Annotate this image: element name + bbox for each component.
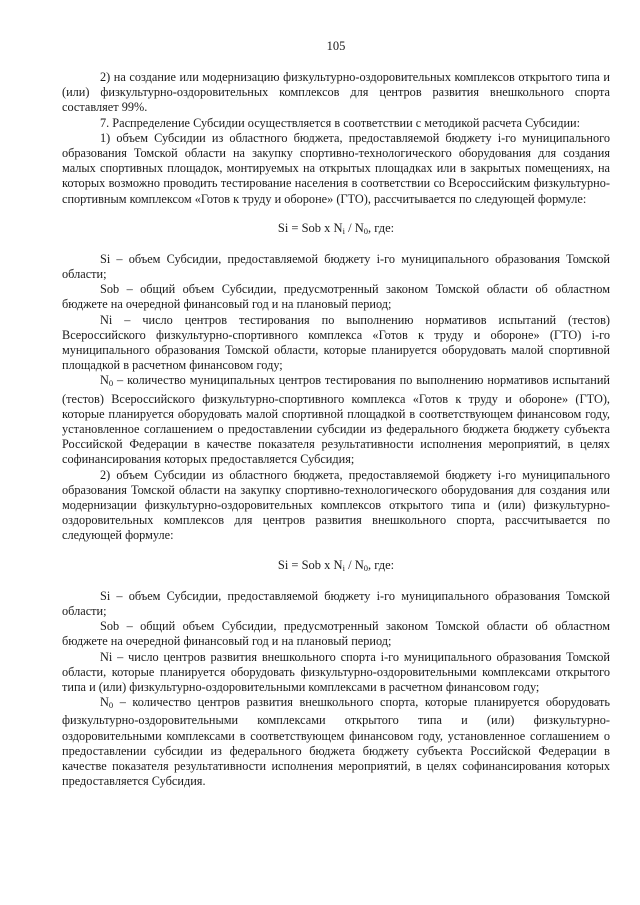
definition-n0-2 [62, 695, 610, 789]
document-page [62, 38, 610, 789]
formula-1-tail: , где: [367, 220, 395, 235]
formula-2-mid: / N [344, 557, 364, 572]
formula-1 [62, 220, 610, 239]
n0-2-text: – количество центров развития внешкольного спорта, которые планируется оборудовать физкультурно-оздоровительными комплексами открытого типа и (или) физкультурно-оздоровительными комплексами в соответствующем финансовом году, установленное соглашением о предоставлении субсидии из федерального бюджета бюджету субъекта Российской Федерации в качестве показателя результативности исполнения мероприятий, в целях софинансирования которых предоставляется Субсидия. [62, 695, 610, 789]
formula-2-left: Si = Sob x N [277, 557, 343, 572]
n0-2-var-sub: 0 [108, 700, 114, 711]
formula-1-sub-i: i [342, 225, 345, 236]
definition-n0-1 [62, 373, 610, 467]
paragraph-item-2-volume: 2) объем Субсидии из областного бюджета, предоставляемой бюджету i-го муниципального образования Томской области на закупку спортивно-технологического оборудования для создания или модернизации физкультурно-оздоровительных комплексов открытого типа и (или) физкультурно-оздоровительных комплексов для центров развития внешкольного спорта, рассчитывается по следующей формуле: [62, 467, 610, 543]
definition-sob-2: Sob – общий объем Субсидии, предусмотренный законом Томской области об областном бюджете на очередной финансовый год и на плановый период; [62, 619, 610, 649]
formula-1-left: Si = Sob x N [277, 220, 343, 235]
paragraph-section-7: 7. Распределение Субсидии осуществляется в соответствии с методикой расчета Субсидии: [100, 115, 581, 130]
n0-1-var-sub: 0 [108, 378, 114, 389]
formula-1-mid: / N [344, 220, 364, 235]
n0-2-var [100, 695, 113, 709]
formula-2 [62, 557, 610, 576]
definition-ni-1: Ni – число центров тестирования по выполнению нормативов испытаний (тестов) Всероссийского физкультурно-спортивного комплекса «Готов к труду и обороне» (ГТО) i-го муниципального образования Томской области, которые планируется оборудовать малой спортивной площадкой в расчетном финансовом году; [62, 312, 610, 373]
paragraph-item-1-volume: 1) объем Субсидии из областного бюджета, предоставляемой бюджету i-го муниципального образования Томской области на закупку спортивно-технологического оборудования для создания малых спортивных площадок, монтируемых на открытых площадках или в закрытых помещениях, на которых возможно проводить тестирование населения в соответствии со Всероссийским физкультурно-спортивным комплексом «Готов к труду и обороне» (ГТО), рассчитывается по следующей формуле: [62, 130, 610, 206]
definition-si-2: Si – объем Субсидии, предоставляемой бюджету i-го муниципального образования Томской области; [62, 588, 610, 618]
definition-si-1: Si – объем Субсидии, предоставляемой бюджету i-го муниципального образования Томской области; [62, 251, 610, 282]
formula-2-sub-0: 0 [363, 562, 368, 573]
n0-1-var [100, 373, 113, 387]
n0-1-var-letter: N [100, 373, 109, 388]
n0-1-text: – количество муниципальных центров тестирования по выполнению нормативов испытаний (тестов) Всероссийского физкультурно-спортивного комплекса «Готов к труду и обороне» (ГТО), которые планируется оборудовать малой спортивной площадкой в соответствующем финансовом году, установленное соглашением о предоставлении субсидии из федерального бюджета бюджету субъекта Российской Федерации в качестве показателя результативности исполнения мероприятий, в целях софинансирования которых предоставляется Субсидия; [62, 373, 610, 467]
definition-ni-2: Ni – число центров развития внешкольного спорта i-го муниципального образования Томской области, которые планируется оборудовать физкультурно-оздоровительными комплексами открытого типа и (или) физкультурно-оздоровительными комплексами в расчетном финансовом году; [62, 649, 610, 694]
page-number: 105 [326, 39, 346, 53]
formula-2-tail: , где: [367, 557, 395, 572]
formula-1-sub-0: 0 [363, 225, 368, 236]
paragraph-item-2-percent: 2) на создание или модернизацию физкультурно-оздоровительных комплексов открытого типа и (или) физкультурно-оздоровительных комплексов для центров развития внешкольного спорта составляет 99%. [62, 70, 610, 115]
n0-2-var-letter: N [100, 695, 109, 710]
formula-2-sub-i: i [342, 562, 345, 573]
definition-sob-1: Sob – общий объем Субсидии, предусмотренный законом Томской области об областном бюджете на очередной финансовый год и на плановый период; [62, 282, 610, 312]
